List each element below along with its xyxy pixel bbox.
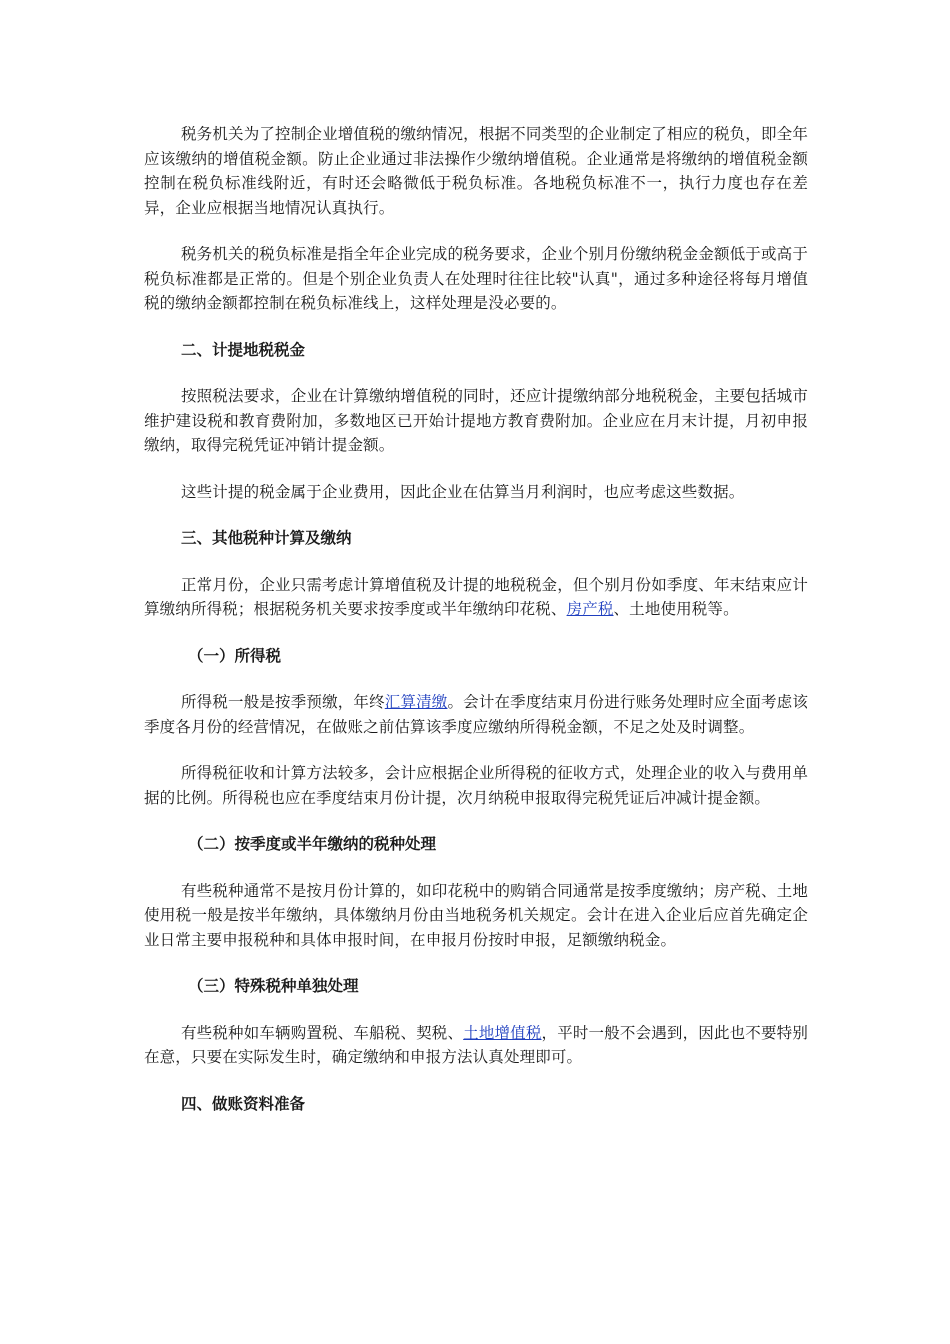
paragraph — [144, 1021, 808, 1070]
paragraph-text: ，平时一般不会遇到，因此也不要特别在意，只要在实际发生时，确定缴纳和申报方法认真处理即可。 — [144, 1023, 808, 1066]
paragraph: 税务机关为了控制企业增值税的缴纳情况，根据不同类型的企业制定了相应的税负，即全年应该缴纳的增值税金额。防止企业通过非法操作少缴纳增值税。企业通常是将缴纳的增值税金额控制在税负标准线附近，有时还会略微低于税负标准。各地税负标准不一，执行力度也存在差异，企业应根据当地情况认真执行。 — [144, 125, 808, 217]
paragraph: 所得税征收和计算方法较多，会计应根据企业所得税的征收方式，处理企业的收入与费用单据的比例。所得税也应在季度结束月份计提，次月纳税申报取得完税凭证后冲减计提金额。 — [144, 764, 808, 807]
paragraph-text: 、土地使用税等。 — [613, 600, 739, 618]
section-heading: 三、其他税种计算及缴纳 — [181, 529, 352, 547]
paragraph: 这些计提的税金属于企业费用，因此企业在估算当月利润时，也应考虑这些数据。 — [181, 482, 745, 501]
paragraph — [144, 690, 808, 739]
paragraph-text: 所得税一般是按季预缴，年终 — [181, 693, 385, 711]
paragraph: 税务机关的税负标准是指全年企业完成的税务要求，企业个别月份缴纳税金金额低于或高于税负标准都是正常的。但是个别企业负责人在处理时往往比较"认真"，通过多种途径将每月增值税的缴纳金额都控制在税负标准线上，这样处理是没必要的。 — [144, 245, 808, 312]
property-tax-link[interactable]: 房产税 — [566, 600, 614, 618]
paragraph: 有些税种通常不是按月份计算的，如印花税中的购销合同通常是按季度缴纳；房产税、土地使用税一般是按半年缴纳，具体缴纳月份由当地税务机关规定。会计在进入企业后应首先确定企业日常主要申报税种和具体申报时间，在申报月份按时申报，足额缴纳税金。 — [144, 881, 808, 949]
paragraph-text: 。会计在季度结束月份进行账务处理时应全面考虑该季度各月份的经营情况，在做账之前估算该季度应缴纳所得税金额，不足之处及时调整。 — [144, 693, 808, 736]
paragraph: 按照税法要求，企业在计算缴纳增值税的同时，还应计提缴纳部分地税税金，主要包括城市维护建设税和教育费附加，多数地区已开始计提地方教育费附加。企业应在月末计提，月初申报缴纳，取得完税凭证冲销计提金额。 — [144, 387, 808, 454]
subsection-heading: （三）特殊税种单独处理 — [188, 977, 359, 995]
paragraph-text: 正常月份，企业只需考虑计算增值税及计提的地税税金，但个别月份如季度、年末结束应计算缴纳所得税；根据税务机关要求按季度或半年缴纳印花税、 — [144, 575, 808, 618]
paragraph — [144, 573, 808, 622]
paragraph-text: 有些税种如车辆购置税、车船税、契税、 — [181, 1023, 464, 1042]
subsection-heading: （二）按季度或半年缴纳的税种处理 — [188, 835, 437, 853]
land-value-tax-link[interactable]: 土地增值税 — [463, 1023, 542, 1042]
subsection-heading: （一）所得税 — [188, 646, 282, 665]
annual-settlement-link[interactable]: 汇算清缴 — [384, 693, 448, 711]
document-body — [144, 122, 808, 1138]
section-heading: 四、做账资料准备 — [181, 1094, 306, 1113]
section-heading: 二、计提地税税金 — [181, 340, 306, 359]
